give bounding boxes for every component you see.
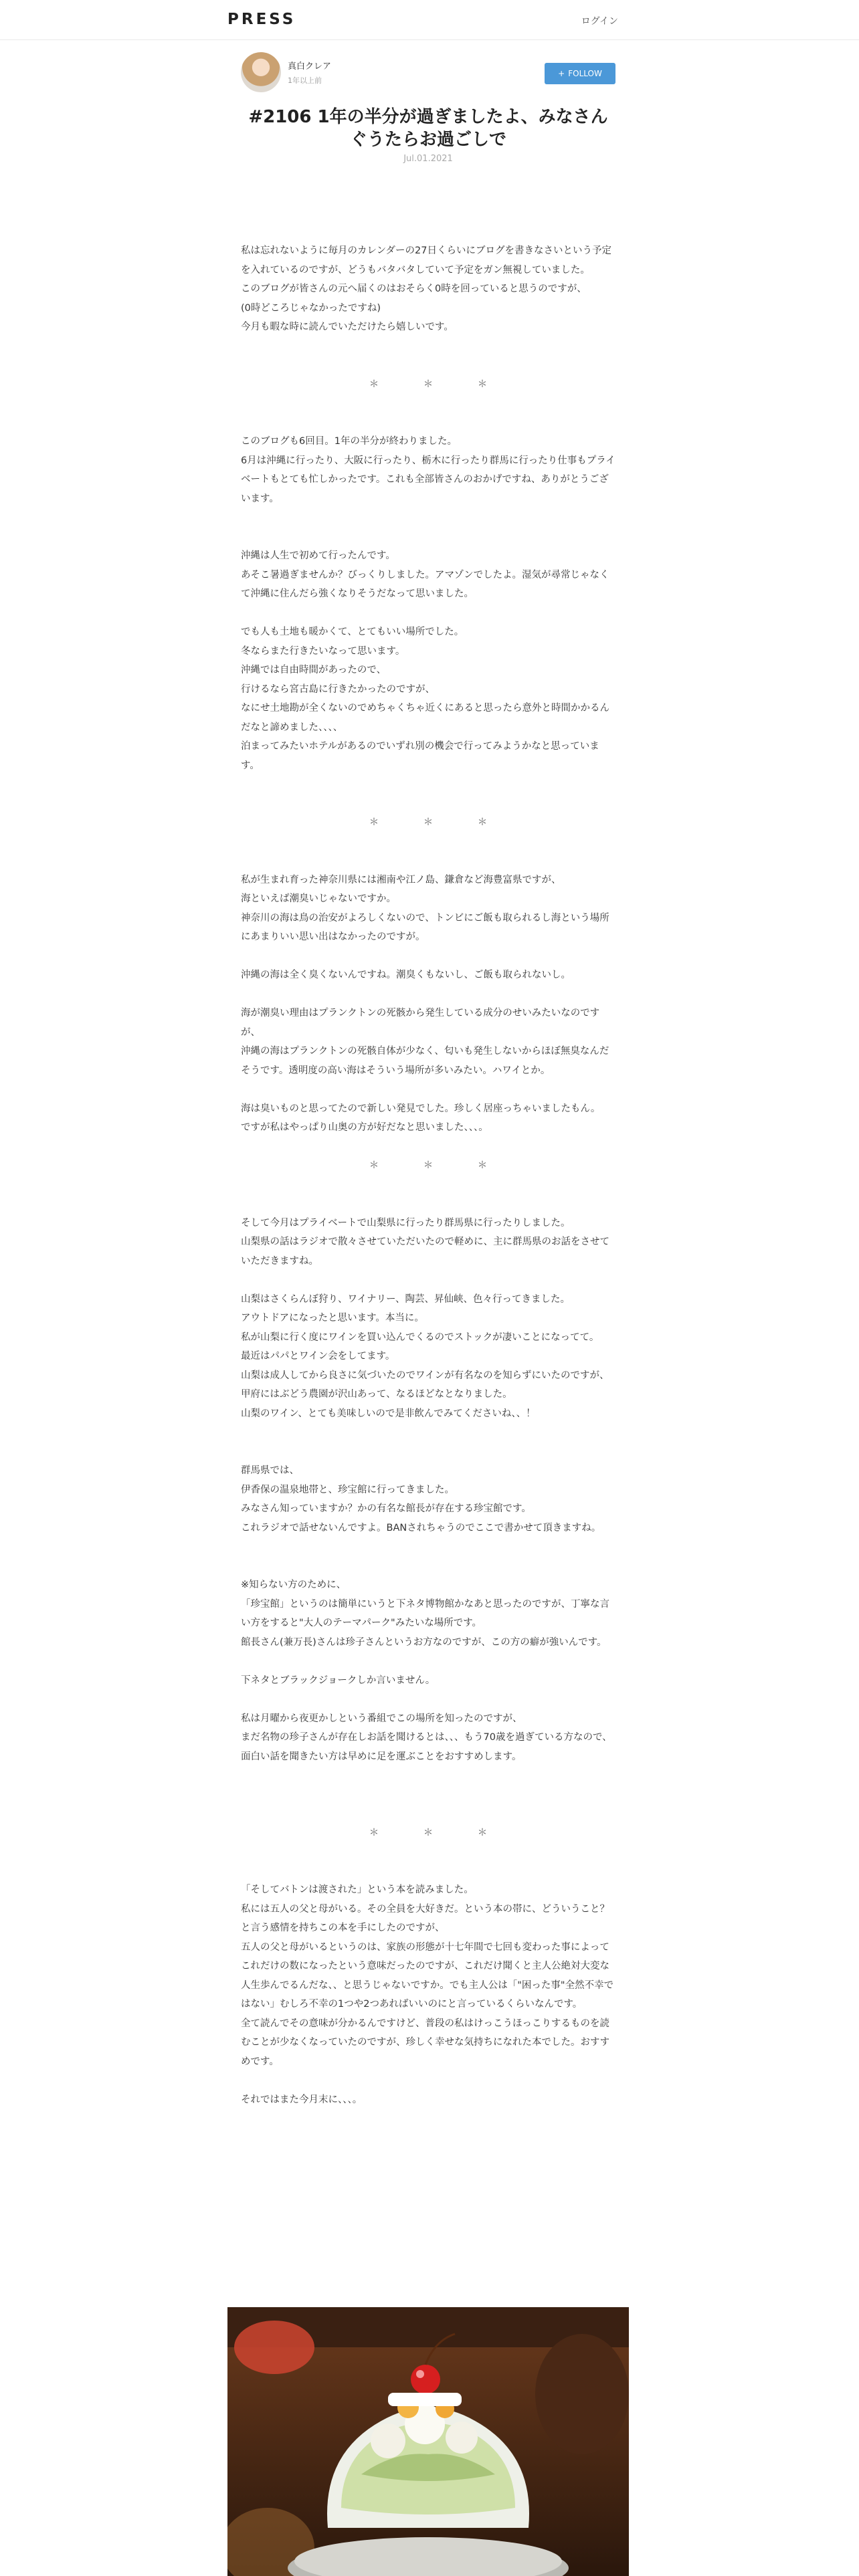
body-paragraph (241, 1442, 615, 1462)
author-meta: 1年以上前 (288, 76, 322, 85)
body-paragraph (241, 1537, 615, 1557)
author-block (241, 52, 615, 94)
body-paragraph: 冬ならまた行きたいなって思います。 (241, 645, 405, 657)
body-paragraph (241, 2071, 615, 2090)
body-paragraph (241, 203, 615, 223)
body-paragraph (241, 1652, 615, 1671)
body-paragraph (241, 1862, 615, 1881)
body-paragraph (241, 851, 615, 871)
body-paragraph (241, 1176, 615, 1195)
body-paragraph (241, 528, 615, 547)
body-paragraph: 「そしてバトンは渡された」という本を読みました。 (241, 1885, 474, 1895)
body-paragraph: 下ネタとブラックジョークしか言いません。 (241, 1675, 436, 1686)
body-paragraph: 山梨はさくらんぼ狩り、ワイナリー、陶芸、昇仙峡、色々行ってきました。 (241, 1293, 570, 1305)
body-paragraph (241, 1557, 615, 1576)
body-paragraph: 沖縄の海は全く臭くないんですね。潮臭くもないし、ご飯も取られないし。 (241, 970, 571, 980)
body-paragraph: 私は忘れないように毎月のカレンダーの27日くらいにブログを書きなさいという予定を入れているのですが、どうもバタバタしていて予定をガン無視していました。 (241, 245, 612, 276)
body-paragraph (241, 604, 615, 623)
body-paragraph (241, 1766, 615, 1786)
body-paragraph: そして今月はプライベートで山梨県に行ったり群馬県に行ったりしました。 (241, 1217, 571, 1228)
body-paragraph: 沖縄では自由時間があったので、 (241, 665, 387, 675)
plus-icon: + (558, 69, 565, 78)
body-paragraph: 神奈川の海は鳥の治安がよろしくないので、トンビにご飯も取られるし海という場所にあまりいい思い出はなかったのですが。 (241, 912, 609, 942)
body-paragraph: 甲府にはぶどう農園が沢山あって、なるほどなとなりました。 (241, 1389, 512, 1400)
body-paragraph: 海が潮臭い理由はプランクトンの死骸から発生している成分のせいみたいなのですが、 (241, 1008, 600, 1038)
body-paragraph: このブログも6回目。1年の半分が終わりました。 (241, 436, 457, 447)
article-title: #2106 1年の半分が過ぎましたよ、みなさんぐうたらお過ごしで (248, 107, 608, 150)
body-paragraph: 私が山梨に行く度にワインを買い込んでくるのでストックが凄いことになってて。 (241, 1331, 599, 1343)
article-photo (227, 2307, 629, 2576)
body-paragraph: ※知らない方のために、 (241, 1580, 347, 1590)
body-paragraph (241, 223, 615, 242)
body-paragraph: これラジオで話せないんですよ。BANされちゃうのでここで書かせて頂きますね。 (241, 1522, 601, 1533)
body-paragraph: 伊香保の温泉地帯と、珍宝館に行ってきました。 (241, 1484, 454, 1495)
body-paragraph: 山梨のワイン、とても美味しいので是非飲んでみてくださいね、、！ (241, 1408, 536, 1419)
body-paragraph: 山梨は成人してから良さに気づいたのでワインが有名なのを知らずにいたのですが、 (241, 1370, 609, 1381)
body-paragraph: 6月は沖縄に行ったり、大阪に行ったり、栃木に行ったり群馬に行ったり仕事もプライベートもとても忙しかったです。これも全部皆さんのおかげですね、ありがとうございます。 (241, 455, 615, 504)
section-separator: ＊ ＊ ＊ (369, 1160, 505, 1171)
follow-button[interactable] (545, 63, 615, 84)
site-header (0, 0, 859, 40)
body-paragraph: それではまた今月末に、、、。 (241, 2094, 363, 2105)
body-paragraph: でも人も土地も暖かくて、とてもいい場所でした。 (241, 627, 464, 637)
body-paragraph: 沖縄は人生で初めて行ったんです。 (241, 550, 395, 561)
body-paragraph: 行けるなら宮古島に行きたかったのですが、 (241, 683, 435, 695)
body-paragraph: 海は臭いものと思ってたので新しい発見でした。珍しく居座っちゃいましたもん。 (241, 1103, 601, 1114)
body-paragraph: 最近はパパとワイン会をしてます。 (241, 1351, 395, 1362)
body-paragraph: 館長さん(兼万長)さんは珍子さんというお方なのですが、この方の癖が強いんです。 (241, 1636, 607, 1648)
body-paragraph (241, 1804, 615, 1824)
body-paragraph (241, 337, 615, 356)
body-paragraph (241, 1842, 615, 1862)
avatar[interactable] (241, 52, 281, 92)
body-paragraph (241, 1786, 615, 1805)
body-paragraph (241, 508, 615, 528)
body-paragraph (241, 1423, 615, 1442)
body-paragraph: アウトドアになったと思います。本当に。 (241, 1313, 424, 1323)
article-date: Jul.01.2021 (403, 154, 453, 164)
body-paragraph (241, 356, 615, 375)
section-separator: ＊ ＊ ＊ (369, 817, 505, 828)
body-paragraph (241, 394, 615, 413)
body-paragraph: 「珍宝館」というのは簡単にいうと下ネタ博物館かなあと思ったのですが、丁寧な言い方をすると"大人のテーマパーク"みたいな場所です。 (241, 1598, 609, 1628)
body-paragraph: みなさん知っていますか？かの有名な館長が存在する珍宝館です。 (241, 1503, 531, 1514)
body-paragraph (241, 794, 615, 814)
body-paragraph: このブログが皆さんの元へ届くのはおそらく0時を回っていると思うのですが、 (241, 284, 587, 294)
section-separator: ＊ ＊ ＊ (369, 1827, 505, 1838)
body-paragraph: 五人の父と母がいるというのは、家族の形態が十七年間で七回も変わった事によってこれだけの数になったという意味だったのですが、これだけ聞くと主人公絶対大変な人生歩んでるんだな、、と思うじゃないですか。でも主人公は「"困った事"全然不幸ではない」むしろ不幸の1つや2つあればいいのにと言っているくらいなんです。 (241, 1941, 614, 2010)
body-paragraph (241, 985, 615, 1004)
body-paragraph (241, 1271, 615, 1290)
body-paragraph: まだ名物の珍子さんが存在しお話を聞けるとは、、、もう70歳を過ぎている方なので、 (241, 1732, 612, 1743)
body-paragraph: あそこ暑過ぎませんか？びっくりしました。アマゾンでしたよ。湿気が尋常じゃなくて沖縄に住んだら強くなりそうだなって思いました。 (241, 569, 609, 599)
body-paragraph: 沖縄の海はプランクトンの死骸自体が少なく、匂いも発生しないからほぼ無臭なんだそうです。透明度の高い海はそういう場所が多いみたい。ハワイとか。 (241, 1046, 609, 1076)
body-paragraph: (0時どころじゃなかったですね) (241, 302, 381, 314)
body-paragraph: なにせ土地勘が全くないのでめちゃくちゃ近くにあると思ったら意外と時間かかるんだなと諦めました、、、、 (241, 703, 609, 733)
body-paragraph (241, 1194, 615, 1214)
body-paragraph (241, 947, 615, 966)
body-paragraph: 私が生まれ育った神奈川県には湘南や江ノ島、鎌倉など海豊富県ですが、 (241, 874, 561, 885)
body-paragraph (241, 1138, 615, 1157)
shaved-ice-image (227, 2307, 629, 2576)
body-paragraph (241, 413, 615, 433)
body-paragraph: 山梨県の話はラジオで散々させていただいたので軽めに、主に群馬県のお話をさせていただきますね。 (241, 1237, 609, 1267)
body-paragraph (241, 1690, 615, 1709)
body-paragraph: 私には五人の父と母がいる。その全員を大好きだ。という本の帯に、どういうこと？と言う感情を持ちこの本を手にしたのですが、 (241, 1903, 609, 1933)
body-paragraph: 私は月曜から夜更かしという番組でこの場所を知ったのですが、 (241, 1713, 522, 1724)
body-paragraph: 群馬県では、 (241, 1465, 299, 1476)
site-logo[interactable]: PRESS (227, 11, 296, 28)
article-body (241, 203, 615, 2109)
section-separator: ＊ ＊ ＊ (369, 379, 505, 390)
body-paragraph: 泊まってみたいホテルがあるのでいずれ別の機会で行ってみようかなと思っています。 (241, 741, 599, 771)
body-paragraph: 海といえば潮臭いじゃないですか。 (241, 893, 396, 904)
body-paragraph (241, 1080, 615, 1099)
body-paragraph: ですが私はやっぱり山奥の方が好だなと思いました、、、。 (241, 1122, 488, 1133)
follow-label: FOLLOW (568, 69, 602, 78)
body-paragraph: 全て読んでその意味が分かるんですけど、普段の私はけっこうほっこりするものを読むことが少なくなっていたのですが、珍しく幸せな気持ちになれた本でした。おすすめです。 (241, 2018, 610, 2067)
body-paragraph: 今月も暇な時に読んでいただけたら嬉しいです。 (241, 322, 454, 332)
body-paragraph: 面白い話を聞きたい方は早めに足を運ぶことをおすすめします。 (241, 1751, 522, 1762)
login-link[interactable]: ログイン (581, 16, 618, 27)
body-paragraph (241, 833, 615, 852)
author-name[interactable]: 真白クレア (288, 62, 332, 72)
body-paragraph (241, 775, 615, 794)
